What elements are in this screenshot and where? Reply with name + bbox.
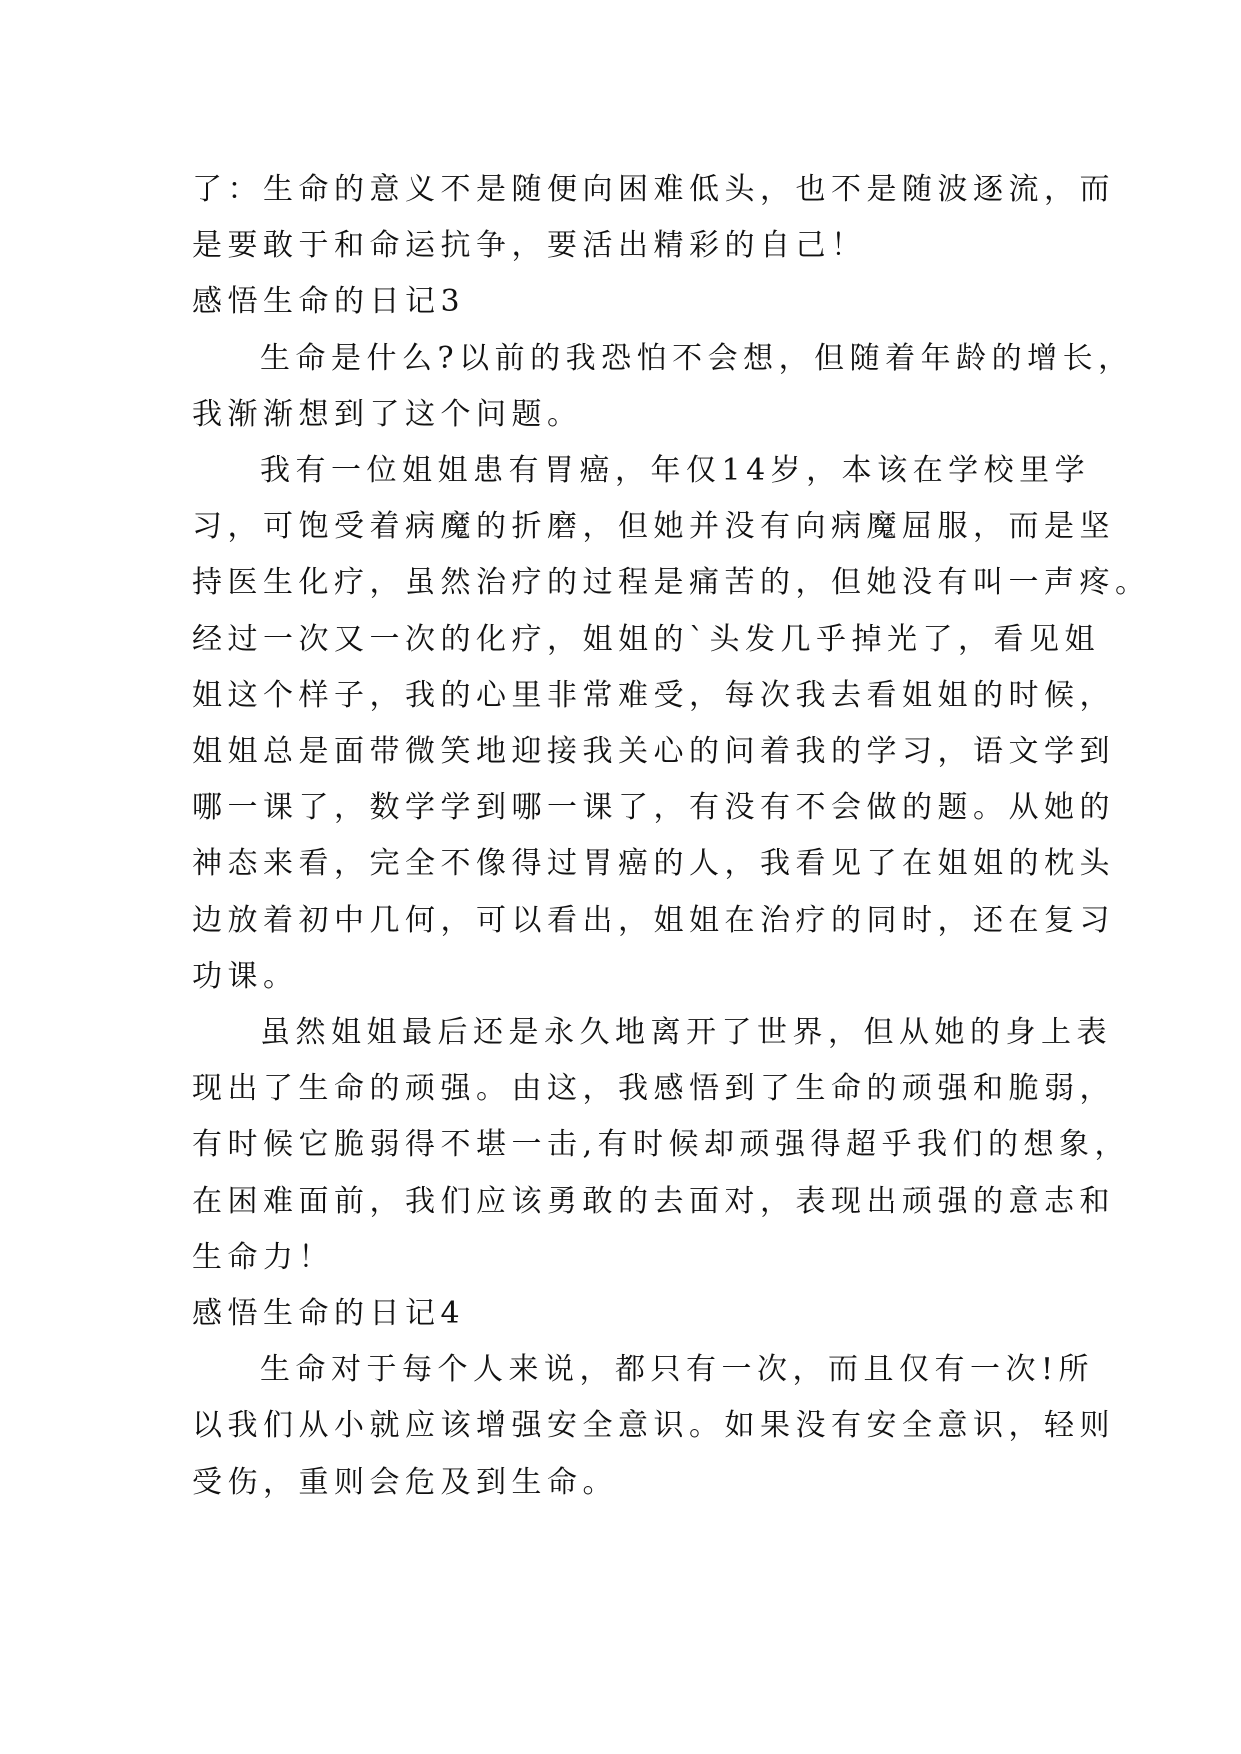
text-line: 虽然姐姐最后还是永久地离开了世界，但从她的身上表: [260, 1015, 1112, 1051]
text-line: 习，可饱受着病魔的折磨，但她并没有向病魔屈服，而是坚: [192, 509, 1115, 545]
paragraph: [192, 331, 1134, 443]
text-line: 哪一课了，数学学到哪一课了，有没有不会做的题。从她的: [192, 790, 1115, 826]
text-line: 姐这个样子，我的心里非常难受，每次我去看姐姐的时候，: [192, 677, 1115, 713]
text-line: 以我们从小就应该增强安全意识。如果没有安全意识，轻则: [192, 1408, 1115, 1444]
document-body: [192, 162, 1151, 1511]
section-title: 感悟生命的日记3: [192, 284, 466, 320]
section-4: [192, 1286, 1115, 1511]
text-line: 经过一次又一次的化疗，姐姐的`头发几乎掉光了，看见姐: [192, 621, 1100, 657]
paragraph: [192, 1005, 1131, 1286]
paragraph: [192, 443, 1151, 1005]
text-line: 生命对于每个人来说，都只有一次，而且仅有一次!所: [260, 1352, 1095, 1388]
text-line: 现出了生命的顽强。由这，我感悟到了生命的顽强和脆弱，: [192, 1071, 1115, 1107]
text-line: 边放着初中几何，可以看出，姐姐在治疗的同时，还在复习: [192, 902, 1115, 938]
text-line: 功课。: [192, 958, 299, 994]
text-line: 生命是什么?以前的我恐怕不会想，但随着年龄的增长，: [260, 340, 1134, 376]
text-line: 受伤，重则会危及到生命。: [192, 1464, 618, 1500]
text-line: 持医生化疗，虽然治疗的过程是痛苦的，但她没有叫一声疼。: [192, 565, 1151, 601]
text-line: 生命力！: [192, 1239, 334, 1275]
intro-paragraph: [192, 162, 1115, 274]
text-line: 姐姐总是面带微笑地迎接我关心的问着我的学习，语文学到: [192, 734, 1115, 770]
text-line: 在困难面前，我们应该勇敢的去面对，表现出顽强的意志和: [192, 1183, 1115, 1219]
text-line: 我渐渐想到了这个问题。: [192, 396, 583, 432]
text-line: 我有一位姐姐患有胃癌，年仅14岁，本该在学校里学: [260, 453, 1091, 489]
text-line: 神态来看，完全不像得过胃癌的人，我看见了在姐姐的枕头: [192, 846, 1115, 882]
text-line: 有时候它脆弱得不堪一击,有时候却顽强得超乎我们的想象，: [192, 1127, 1131, 1163]
section-3: [192, 274, 1151, 1286]
text-line: 是要敢于和命运抗争，要活出精彩的自己！: [192, 228, 867, 264]
text-line: 了：生命的意义不是随便向困难低头，也不是随波逐流，而: [192, 172, 1115, 207]
paragraph: [192, 1342, 1115, 1511]
section-title: 感悟生命的日记4: [192, 1296, 466, 1332]
